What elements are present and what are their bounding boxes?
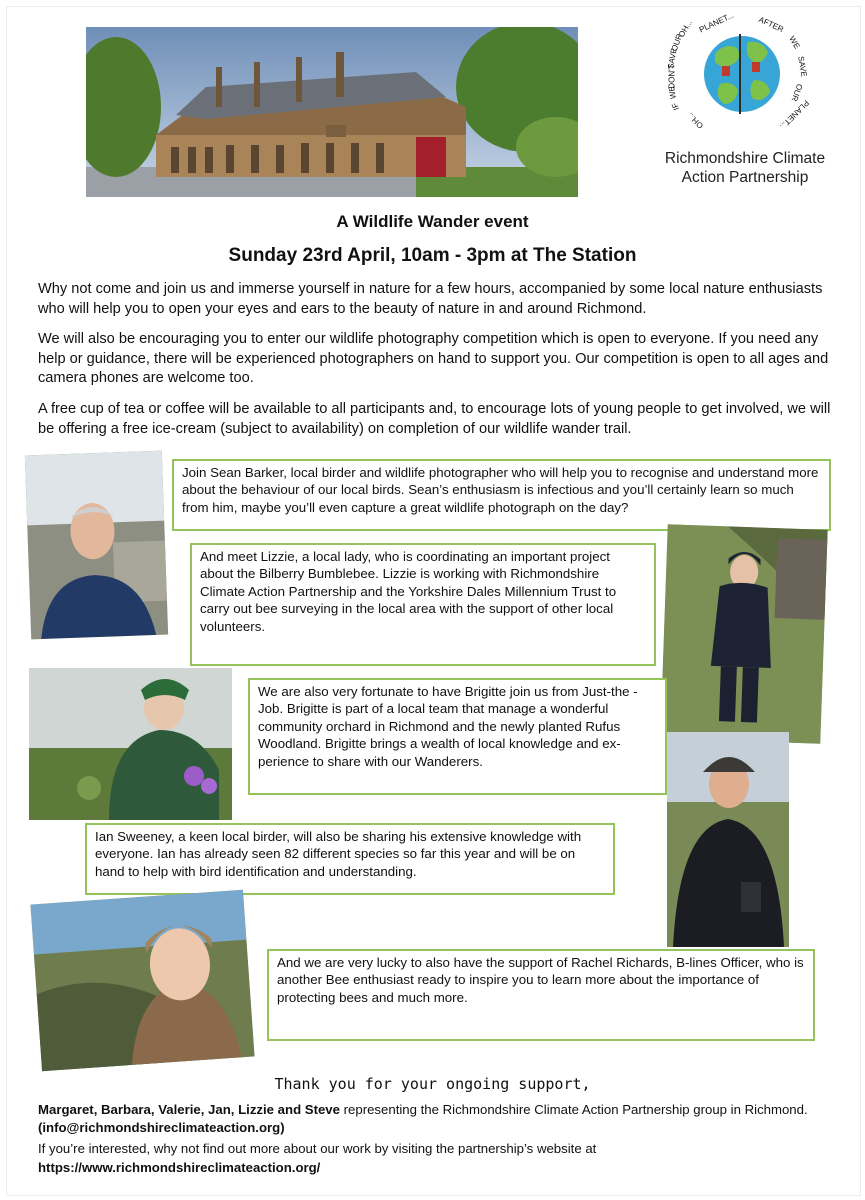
logo-ring-word: OH... [676, 18, 694, 39]
event-date: Sunday 23rd April, 10am - 3pm at The Station [228, 245, 637, 266]
logo-ring-word: SAVE [666, 47, 679, 70]
lizzie-text-box: And meet Lizzie, a local lady, who is coordinating an important project about the Bilberry Bumblebee. Lizzie is working with Richmondshire Climate Action Partnership and the Yorkshire Dales Millennium Trust to carry out bee surveying in the local area with the support of other local volunteers. [190, 543, 656, 666]
logo-ring-word: WE [787, 34, 802, 51]
thanks-line: Thank you for your ongoing support, [274, 1075, 591, 1093]
brigitte-text-box: We are also very fortunate to have Brigitte join us from Just-the -Job. Brigitte is part of a local team that manage a wonderful community orchard in Richmond and the newly planted Rufus Woodland. Brigitte brings a wealth of local knowledge and experience to share with our Wanderers. [248, 678, 667, 795]
logo-caption-line: Action Partnership [681, 169, 809, 186]
event-title: A Wildlife Wander event [336, 212, 529, 231]
sean-text-box: Join Sean Barker, local birder and wildlife photographer who will help you to recognise and understand more about the behaviour of our local birds. Sean’s enthusiasm is infectious and you’ll certainly learn so much from him, maybe you’ll even capture a great wildlife photograph on the day? [172, 459, 831, 531]
logo-ring-word: OUR [789, 82, 805, 103]
email-link[interactable]: (info@richmondshireclimateaction.org) [38, 1120, 285, 1135]
brigitte-photo [29, 668, 232, 820]
logo-ring-word: PLANET... [778, 98, 811, 131]
intro-paragraph: We will also be encouraging you to enter our wildlife photography competition which is open to everyone. If you need any help or guidance, there will be experienced photographers on hand to support you. Our competition is open to all ages and camera phones are welcome too. [38, 331, 829, 386]
logo-ring-word: OUR [669, 32, 685, 53]
logo-ring-word: PLANET... [697, 10, 736, 35]
logo-ring-text [660, 10, 830, 144]
intro-paragraph: A free cup of tea or coffee will be available to all participants and, to encourage lots of young people to get involved, we will be offering a free ice-cream (subject to availability) on completion of our wildlife wander trail. [38, 401, 831, 437]
logo-ring-word: OH... [685, 110, 706, 131]
lizzie-photo [660, 524, 827, 743]
signature-paragraph [38, 1101, 838, 1137]
ian-text-box: Ian Sweeney, a keen local birder, will also be sharing his extensive knowledge with everyone. Ian has already seen 82 different species so far this year and will be on hand to help with bird identification and understanding. [85, 823, 615, 895]
representing-text: representing the Richmondshire Climate Action Partnership group in Richmond. [339, 1102, 808, 1117]
logo-ring-word: SAVE [796, 55, 809, 78]
logo-ring-word: AFTER [757, 14, 785, 35]
rachel-photo [30, 890, 254, 1071]
more-info-text: If you’re interested, why not find out more about our work by visiting the partnership’s website at [38, 1141, 597, 1156]
station-photo [86, 27, 578, 197]
intro-paragraph: Why not come and join us and immerse yourself in nature for a few hours, accompanied by some local nature enthusiasts who will help you to open your eyes and ears to the beauty of nature in and around Richmond. [38, 281, 823, 317]
logo-ring-word: DON'T [667, 64, 677, 89]
team-names: Margaret, Barbara, Valerie, Jan, Lizzie and Steve [38, 1102, 340, 1117]
sean-photo [25, 451, 168, 640]
website-link[interactable]: https://www.richmondshireclimateaction.org/ [38, 1160, 321, 1175]
rachel-text-box: And we are very lucky to also have the support of Rachel Richards, B-lines Officer, who is another Bee enthusiast ready to inspire you to learn more about the importance of protecting bees and much more. [267, 949, 815, 1041]
logo-caption [650, 149, 840, 187]
ian-photo [667, 732, 789, 947]
logo-ring-word: WE [666, 85, 678, 100]
logo-ring-word: IF [670, 101, 681, 112]
logo-caption-line: Richmondshire Climate [664, 150, 826, 167]
